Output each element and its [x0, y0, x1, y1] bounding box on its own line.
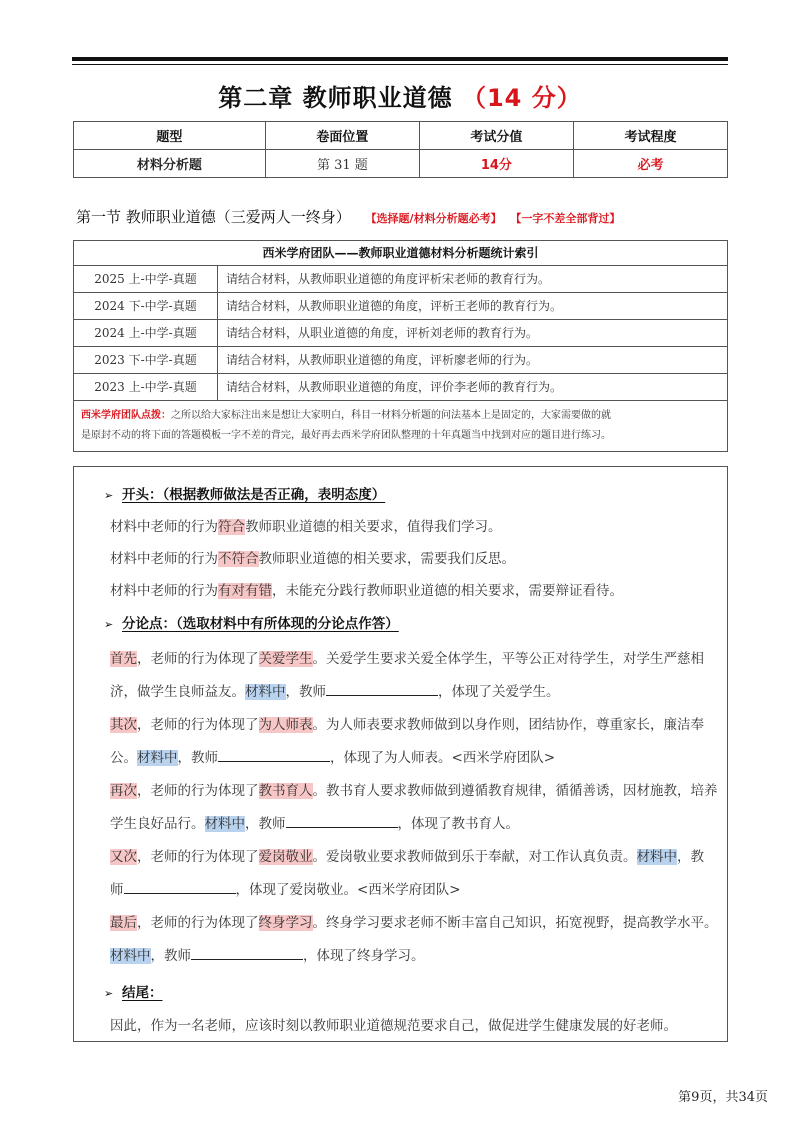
- ending-text: 因此，作为一名老师，应该时刻以教师职业道德规范要求自己，做促进学生健康发展的好老师。: [110, 1018, 677, 1034]
- exam-info-table: [73, 121, 728, 178]
- cell-position: 第 31 题: [265, 150, 419, 178]
- top-rule-thick: [72, 57, 728, 61]
- note-text-2: 是原封不动的将下面的答题模板一字不差的背完，最好再去西米学府团队整理的十年真题当中找到对应的题目进行练习。: [81, 430, 611, 441]
- index-year: 2025 上-中学-真题: [74, 266, 218, 292]
- index-question: 请结合材料，从教师职业道德的角度，评析王老师的教育行为。: [226, 299, 563, 313]
- point-care-students-line2: 济，做学生良师益友。材料中，教师 ，体现了关爱学生。: [110, 684, 560, 700]
- highlight-keyword: 教书育人: [258, 783, 313, 799]
- exam-info-row: [74, 150, 728, 178]
- fill-blank[interactable]: [326, 682, 438, 696]
- fill-blank[interactable]: [218, 748, 330, 762]
- index-question: 请结合材料，从职业道德的角度，评析刘老师的教育行为。: [226, 326, 539, 340]
- index-question: 请结合材料，从教师职业道德的角度，评价李老师的教育行为。: [226, 380, 563, 394]
- point-lifelong-learning-line2: 材料中，教师 ，体现了终身学习。: [110, 948, 425, 964]
- point-care-students-line1: 首先，老师的行为体现了关爱学生。关爱学生要求关爱全体学生，平等公正对待学生，对学生严慈相: [110, 651, 704, 667]
- highlight-keyword: 有对有错: [218, 583, 272, 599]
- index-question: 请结合材料，从教师职业道德的角度，评析廖老师的行为。: [226, 353, 539, 367]
- chapter-title: [0, 78, 800, 113]
- highlight-keyword: 符合: [218, 519, 245, 535]
- cell-type: 材料分析题: [74, 150, 266, 178]
- header-cell-position: 卷面位置: [265, 122, 419, 150]
- opening-line-agree: 材料中老师的行为符合教师职业道德的相关要求，值得我们学习。: [110, 519, 502, 535]
- arrow-bullet-icon: ➢: [104, 618, 114, 631]
- highlight-keyword: 不符合: [218, 551, 259, 567]
- index-year: 2023 下-中学-真题: [74, 347, 218, 373]
- cell-level: 必考: [573, 150, 727, 178]
- header-cell-type: 题型: [74, 122, 266, 150]
- index-row: [74, 374, 727, 401]
- ending-heading: ➢ 结尾：: [104, 985, 163, 1001]
- point-lifelong-learning-line1: 最后，老师的行为体现了终身学习。终身学习要求老师不断丰富自己知识，拓宽视野，提高教学水平。: [110, 915, 718, 931]
- opening-heading: ➢ 开头：（根据教师做法是否正确，表明态度）: [104, 487, 386, 503]
- answer-template-box: [73, 466, 728, 1042]
- chapter-score: （14 分）: [461, 84, 582, 112]
- point-teaching-line2: 学生良好品行。材料中，教师 ，体现了教书育人。: [110, 816, 519, 832]
- highlight-keyword: 为人师表: [258, 717, 313, 733]
- point-dedication-line1: 又次，老师的行为体现了爱岗敬业。爱岗敬业要求教师做到乐于奉献，对工作认真负责。材料中，教: [110, 849, 704, 865]
- index-row: [74, 347, 727, 374]
- material-highlight: 材料中: [245, 684, 286, 700]
- index-year: 2024 下-中学-真题: [74, 293, 218, 319]
- opening-line-disagree: 材料中老师的行为不符合教师职业道德的相关要求，需要我们反思。: [110, 551, 515, 567]
- section-tag-memorize: 【一字不差全部背过】: [510, 212, 621, 225]
- index-note: [74, 401, 727, 451]
- page-number: 第9页，共34页: [678, 1090, 768, 1105]
- point-role-model-line1: 其次，老师的行为体现了为人师表。为人师表要求教师做到以身作则，团结协作，尊重家长，廉洁奉: [110, 717, 704, 733]
- note-lead: 西米学府团队点拨：: [81, 410, 171, 421]
- index-year: 2024 上-中学-真题: [74, 320, 218, 346]
- index-year: 2023 上-中学-真题: [74, 374, 218, 400]
- index-title: 西米学府团队——教师职业道德材料分析题统计索引: [74, 241, 727, 266]
- material-highlight: 材料中: [110, 948, 151, 964]
- fill-blank[interactable]: [191, 946, 303, 960]
- section-title: 第一节 教师职业道德（三爱两人一终身）: [76, 208, 351, 226]
- exam-info-header-row: [74, 122, 728, 150]
- highlight-keyword: 终身学习: [258, 915, 313, 931]
- note-text-1: 之所以给大家标注出来是想让大家明白，科目一材料分析题的问法基本上是固定的，大家需要做的就: [171, 410, 611, 421]
- header-cell-score: 考试分值: [419, 122, 573, 150]
- index-question: 请结合材料，从教师职业道德的角度评析宋老师的教育行为。: [226, 272, 551, 286]
- point-dedication-line2: 师 ，体现了爱岗敬业。<西米学府团队>: [110, 882, 461, 898]
- index-row: [74, 293, 727, 320]
- arrow-bullet-icon: ➢: [104, 489, 114, 502]
- material-highlight: 材料中: [636, 849, 677, 865]
- section-heading: [76, 206, 620, 227]
- header-cell-level: 考试程度: [573, 122, 727, 150]
- arrow-bullet-icon: ➢: [104, 987, 114, 1000]
- points-heading: ➢ 分论点：（选取材料中有所体现的分论点作答）: [104, 616, 399, 632]
- question-index-table: [73, 240, 728, 452]
- highlight-keyword: 爱岗敬业: [258, 849, 313, 865]
- index-row: [74, 266, 727, 293]
- highlight-keyword: 关爱学生: [258, 651, 313, 667]
- point-teaching-line1: 再次，老师的行为体现了教书育人。教书育人要求教师做到遵循教育规律，循循善诱，因材施教，培养: [110, 783, 718, 799]
- opening-line-mixed: 材料中老师的行为有对有错，未能充分践行教师职业道德的相关要求，需要辩证看待。: [110, 583, 623, 599]
- section-tag-exam: 【选择题/材料分析题必考】: [365, 212, 502, 225]
- point-role-model-line2: 公。材料中，教师 ，体现了为人师表。<西米学府团队>: [110, 750, 556, 766]
- cell-score: 14分: [419, 150, 573, 178]
- index-row: [74, 320, 727, 347]
- chapter-title-text: 第二章 教师职业道德: [218, 84, 453, 112]
- fill-blank[interactable]: [286, 814, 398, 828]
- material-highlight: 材料中: [137, 750, 178, 766]
- fill-blank[interactable]: [124, 880, 236, 894]
- top-rule-thin: [72, 64, 728, 65]
- material-highlight: 材料中: [204, 816, 245, 832]
